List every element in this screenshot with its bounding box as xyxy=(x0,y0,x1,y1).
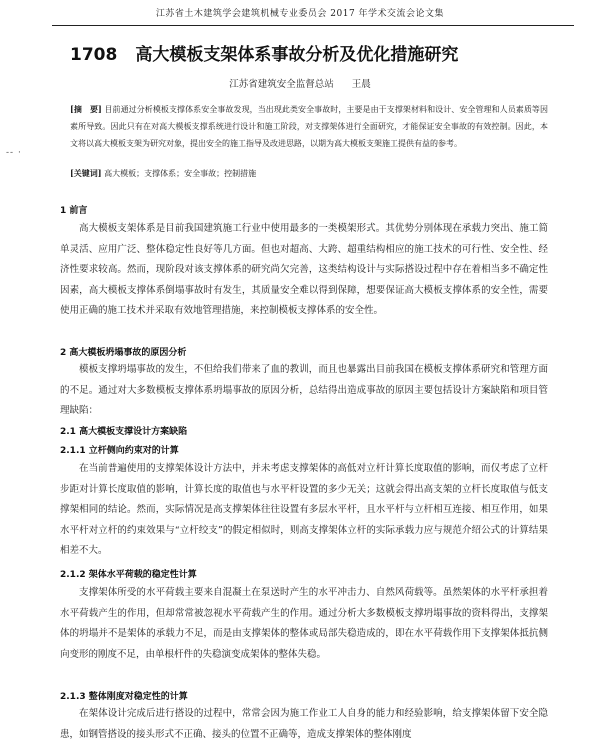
section-heading-2: 2 高大模板坍塌事故的原因分析 xyxy=(60,348,187,358)
margin-mark: -- · xyxy=(6,148,22,158)
section-heading-2-1-3: 2.1.3 整体刚度对稳定性的计算 xyxy=(60,692,188,702)
header-rule xyxy=(52,25,574,26)
paper-title-text: 高大模板支架体系事故分析及优化措施研究 xyxy=(135,45,459,65)
keywords-text: 高大模板；支撑体系；安全事故；控制措施 xyxy=(104,169,257,178)
running-header: 江苏省土木建筑学会建筑机械专业委员会 2017 年学术交流会论文集 xyxy=(155,9,445,19)
section-2-1-3-paragraph: 在架体设计完成后进行搭设的过程中，常常会因为施工作业工人自身的能力和经验影响，给支撑架体留下安全隐患，如钢管搭设的接头形式不正确、接头的位置不正确等，造成支撑架体的整体刚度 xyxy=(60,708,548,740)
section-heading-1: 1 前言 xyxy=(60,206,88,216)
keywords xyxy=(70,166,548,181)
author-name: 王晨 xyxy=(351,79,371,90)
abstract-label: [摘 要] xyxy=(70,104,102,114)
keywords-label: [关键词] xyxy=(70,168,102,178)
section-heading-2-1: 2.1 高大模板支撑设计方案缺陷 xyxy=(60,427,188,437)
section-1-paragraph: 高大模板支架体系是目前我国建筑施工行业中使用最多的一类模架形式。其优势分别体现在承载力突出、施工简单灵活、应用广泛、整体稳定性良好等几方面。但也对超高、大跨、超重结构相应的施工技术的可行性、安全性、经济性要求较高。然而，现阶段对该支撑体系的研究尚欠完善，这类结构设计与实际搭设过程中存在着相当多不确定性因素，高大模板支撑体系倒塌事故时有发生，其质量安全难以得到保障，想要保证高大模板支撑体系的安全性，需要使用正确的施工技术并采取有效地管理措施，来控制模板支撑体系的安全性。 xyxy=(60,223,548,316)
author-affiliation: 江苏省建筑安全监督总站 xyxy=(229,79,334,90)
section-2-paragraph: 模板支撑坍塌事故的发生，不但给我们带来了血的教训，而且也暴露出目前我国在模板支撑体系研究和管理方面的不足。通过对大多数模板支撑体系坍塌事故的原因分析，总结得出造成事故的原因主要包括设计方案缺陷和项目管理缺陷： xyxy=(60,364,548,416)
section-heading-2-1-1: 2.1.1 立杆侧向约束对的计算 xyxy=(60,446,179,456)
section-heading-2-1-2: 2.1.2 架体水平荷载的稳定性计算 xyxy=(60,570,197,580)
section-2-1-2-paragraph: 支撑架体所受的水平荷载主要来自混凝土在泵送时产生的水平冲击力、自然风荷载等。虽然架体的水平杆承担着水平荷载产生的作用，但却常常被忽视水平荷载产生的作用。通过分析大多数模板支撑坍塌事故的资料得出，支撑架体的坍塌并不是架体的承载力不足，而是由支撑架体的整体或局部失稳造成的，即在水平荷载作用下支撑架体抵抗侧向变形的刚度不足，由单根杆件的失稳演变成架体的整体失稳。 xyxy=(60,587,548,660)
section-2-1-1-paragraph: 在当前普遍使用的支撑架体设计方法中，并未考虑支撑架体的高低对立杆计算长度取值的影响，而仅考虑了立杆步距对计算长度取值的影响，计算长度的取值也与水平杆设置的多少无关；这就会得出高支架的立杆长度取值与低支撑架相同的结论。然而，实际情况是高支撑架体往往设置有多层水平杆，且水平杆与立杆相互连接、相互作用，如果水平杆对立杆的约束效果与“立杆绞支”的假定相似时，则高支撑架体立杆的实际承载力应与规范介绍公式的计算结果相差不大。 xyxy=(60,463,548,556)
author-line xyxy=(0,76,600,90)
abstract xyxy=(70,101,548,152)
paper-title xyxy=(70,40,550,65)
abstract-text: 目前通过分析模板支撑体系安全事故发现，当出现此类安全事故时，主要是由于支撑架材料和设计、安全管理和人员素质等因素所导致。因此只有在对高大模板支撑系统进行设计和施工阶段，对支撑架体进行全面研究，才能保证安全事故的有效控制。因此，本文将以高大模板支架为研究对象，提出安全的施工指导及改进思路，以期为高大模板支架施工提供有益的参考。 xyxy=(70,105,548,148)
paper-number: 1708 xyxy=(70,45,118,65)
